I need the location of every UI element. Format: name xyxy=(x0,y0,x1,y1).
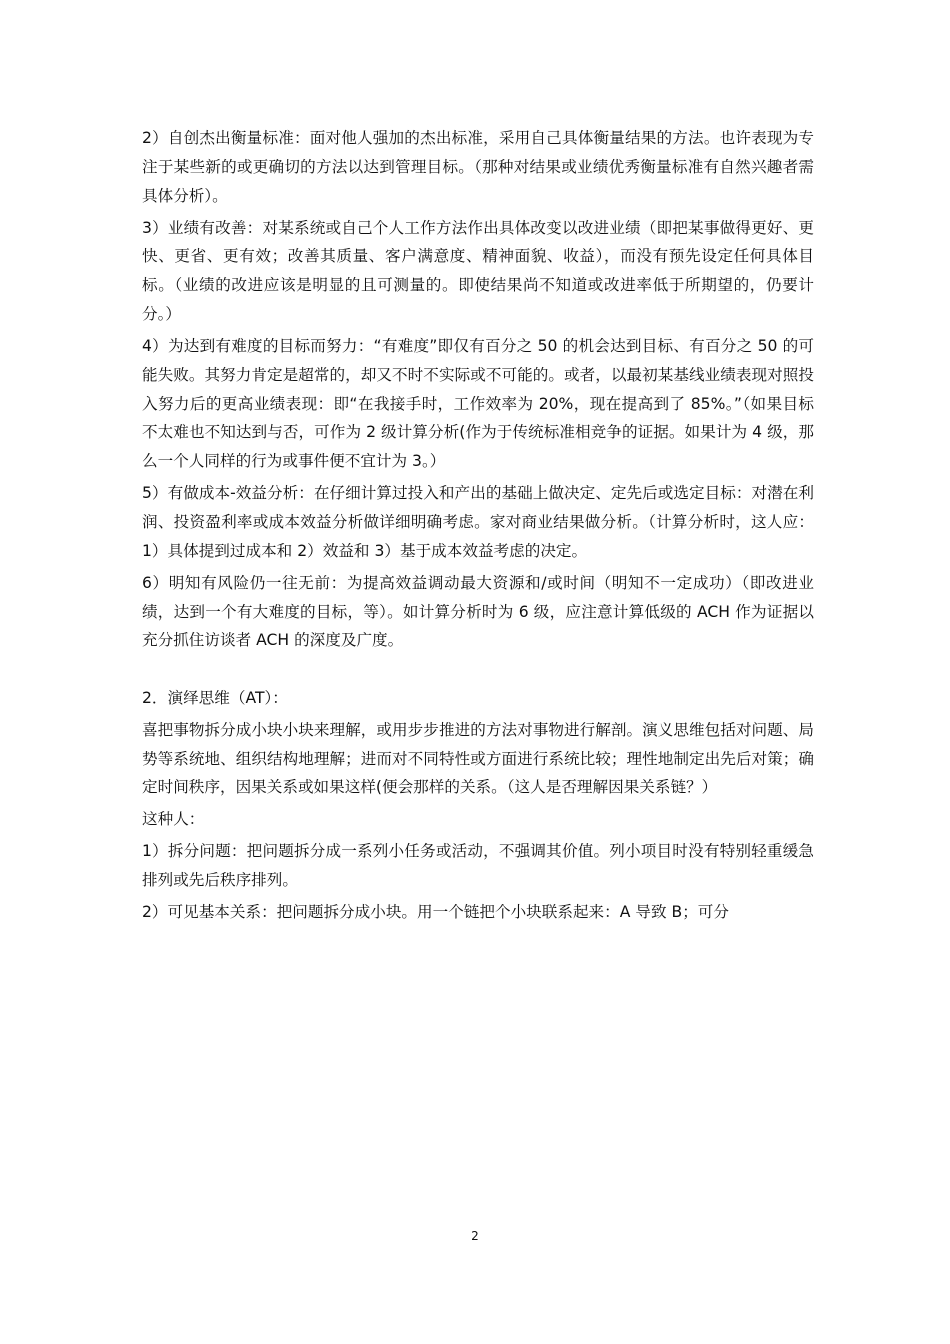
item-4-challenging-goals: 4）为达到有难度的目标而努力：“有难度”即仅有百分之 50 的机会达到目标、有百分之 50 的可能失败。其努力肯定是超常的，却又不时不实际或不可能的。或者，以最初某基线业绩表现对照投入努力后的更高业绩表现：即“在我接手时，工作效率为 20%，现在提高到了 85%。”（如果目标不太难也不知达到与否，可作为 2 级计算分析(作为于传统标准相竞争的证据。如果计为 4 级，那么一个人同样的行为或事件便不宜计为 3。） xyxy=(142,336,814,471)
item-2-self-created-standard: 2）自创杰出衡量标准：面对他人强加的杰出标准，采用自己具体衡量结果的方法。也许表现为专注于某些新的或更确切的方法以达到管理目标。（那种对结果或业绩优秀衡量标准有自然兴趣者需具体分析）。 xyxy=(142,129,814,205)
analytical-thinking-definition: 喜把事物拆分成小块小块来理解，或用步步推进的方法对事物进行解剖。演义思维包括对问题、局势等系统地、组织结构地理解；进而对不同特性或方面进行系统比较；理性地制定出先后对策；确定时间秩序，因果关系或如果这样(便会那样的关系。（这人是否理解因果关系链？） xyxy=(142,720,814,797)
body-text xyxy=(142,124,814,930)
page-number: 2 xyxy=(471,1229,479,1243)
at-item-1-break-down-problems: 1）拆分问题：把问题拆分成一系列小任务或活动，不强调其价值。列小项目时没有特别轻重缓急排列或先后秩序排列。 xyxy=(142,842,814,890)
this-person-label: 这种人： xyxy=(142,810,205,829)
item-5-cost-benefit-analysis: 5）有做成本-效益分析：在仔细计算过投入和产出的基础上做决定、定先后或选定目标：对潜在利润、投资盈利率或成本效益分析做详细明确考虑。家对商业结果做分析。（计算分析时，这人应：1）具体提到过成本和 2）效益和 3）基于成本效益考虑的决定。 xyxy=(142,484,814,560)
section-heading-analytical-thinking: 2．演绎思维（AT）： xyxy=(142,688,288,707)
at-item-2-basic-relationships: 2）可见基本关系：把问题拆分成小块。用一个链把个小块联系起来：A 导致 B；可分 xyxy=(142,903,729,922)
item-3-performance-improvement: 3）业绩有改善：对某系统或自己个人工作方法作出具体改变以改进业绩（即把某事做得更好、更快、更省、更有效；改善其质量、客户满意度、精神面貌、收益），而没有预先设定任何具体目标。（业绩的改进应该是明显的且可测量的。即使结果尚不知道或改进率低于所期望的，仍要计分。） xyxy=(142,218,814,323)
item-6-calculated-risk: 6）明知有风险仍一往无前：为提高效益调动最大资源和/或时间（明知不一定成功）（即改进业绩，达到一个有大难度的目标，等）。如计算分析时为 6 级，应注意计算低级的 ACH 作为证据以充分抓住访谈者 ACH 的深度及广度。 xyxy=(142,573,814,650)
